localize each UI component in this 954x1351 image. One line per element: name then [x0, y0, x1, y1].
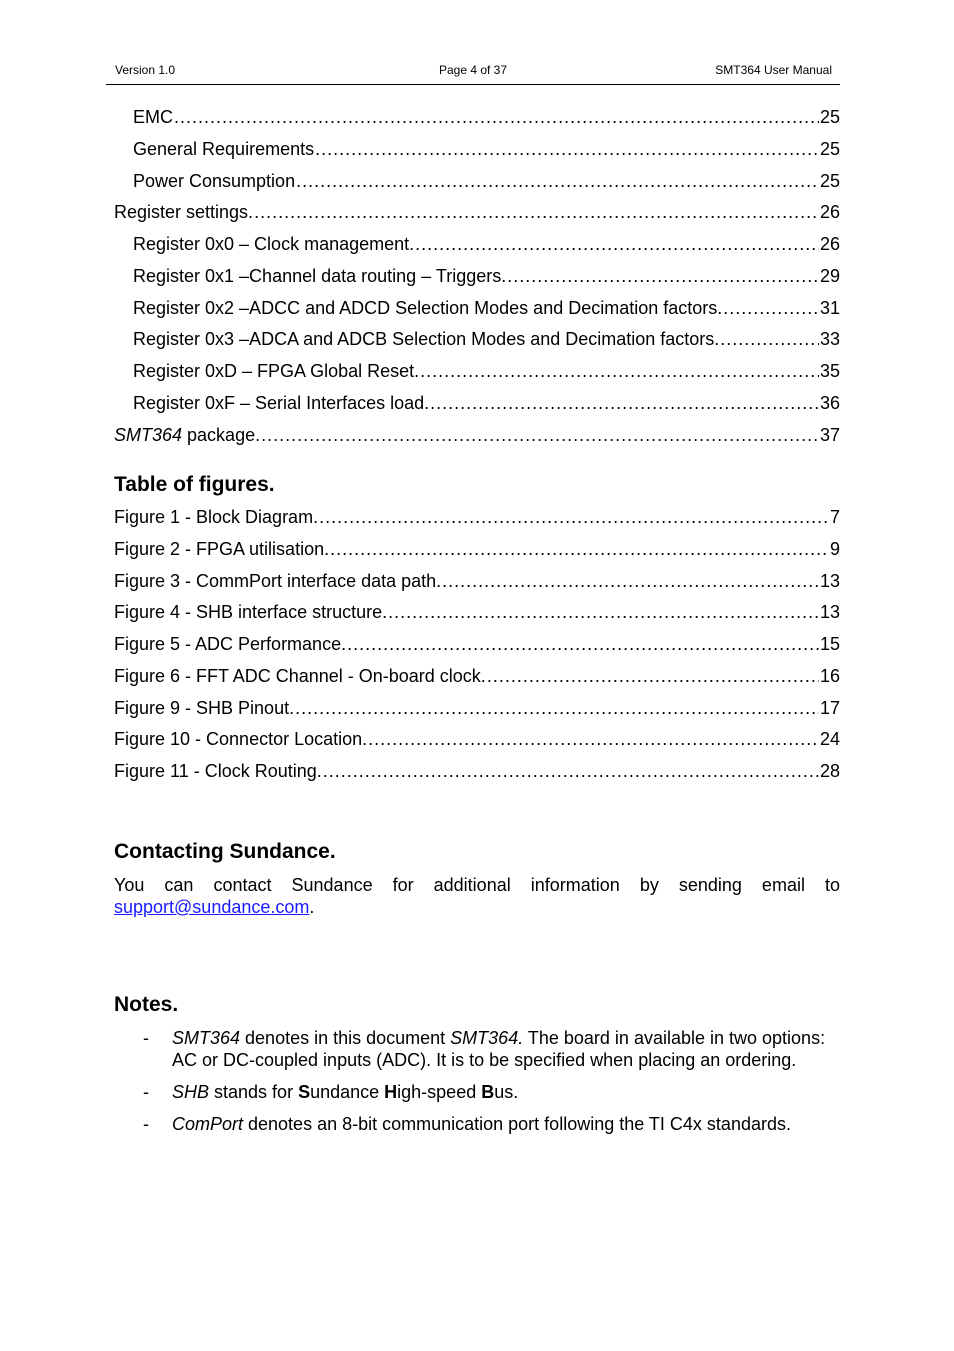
note-bold: H: [384, 1082, 398, 1102]
figure-entry[interactable]: [114, 760, 840, 792]
note-emphasis: SMT364: [172, 1028, 241, 1048]
contact-text: You can contact Sundance for additional information by sending email to: [114, 875, 840, 895]
note-bold: B: [481, 1082, 495, 1102]
toc-leader: [442, 570, 819, 592]
figure-entry-page: 17: [819, 697, 840, 718]
toc-leader: [174, 106, 819, 128]
toc-leader: [507, 265, 819, 287]
note-fragment: The board in available in two options: AC or DC-coupled inputs (ADC). It is to be specified when placing an ordering.: [172, 1028, 826, 1070]
toc-leader: [347, 633, 819, 655]
figure-entry-title: Figure 2 - FPGA utilisation.: [114, 538, 330, 559]
notes-list: [114, 1027, 840, 1145]
toc-entry-title: Register 0xD – FPGA Global Reset.: [133, 361, 420, 381]
toc-entry-title: Power Consumption: [133, 170, 296, 191]
toc-entry-page: 37: [819, 424, 840, 445]
toc-entry-page: 31: [819, 297, 840, 318]
toc-leader: [388, 601, 819, 623]
contact-email-line: [114, 896, 314, 918]
toc-entry[interactable]: [114, 265, 840, 297]
note-emphasis: SHB: [172, 1082, 210, 1102]
toc-entry-page: 25: [819, 138, 840, 159]
note-fragment: undance: [310, 1082, 385, 1102]
note-item: [114, 1027, 840, 1071]
toc-entry[interactable]: [114, 201, 840, 233]
toc-entry[interactable]: [114, 138, 840, 170]
toc-entry-title: Register settings.: [114, 202, 254, 223]
toc-entry-title: General Requirements: [133, 138, 315, 159]
note-item: [114, 1081, 840, 1103]
figure-entry-page: 15: [819, 634, 840, 654]
figures-heading: Table of figures.: [114, 473, 275, 496]
toc-leader: [330, 538, 829, 560]
table-of-figures: [114, 506, 840, 792]
figure-entry-page: 28: [819, 761, 840, 781]
toc-entry[interactable]: [114, 392, 840, 424]
figure-entry[interactable]: [114, 538, 840, 570]
version-label: Version 1.0: [115, 63, 176, 77]
toc-leader: [415, 233, 819, 255]
note-fragment: stands for: [209, 1082, 299, 1102]
toc-entry[interactable]: [114, 328, 840, 360]
toc-entry-page: 29: [819, 265, 840, 286]
toc-leader: [319, 506, 829, 528]
note-item: [114, 1113, 840, 1135]
toc-entry-title: Register 0xF – Serial Interfaces load.: [133, 392, 430, 413]
toc-leader: [254, 201, 819, 223]
toc-entry-page: 35: [819, 361, 840, 381]
figure-entry-page: 13: [819, 570, 840, 591]
notes-heading: Notes.: [114, 993, 179, 1016]
note-fragment: igh-speed: [397, 1082, 482, 1102]
toc-entry-title: EMC: [133, 107, 173, 127]
bullet-dash: -: [143, 1082, 149, 1102]
note-text: [172, 1027, 840, 1071]
toc-entry-title: Register 0x3 –ADCA and ADCB Selection Modes and Decimation factors.: [133, 329, 720, 350]
toc-entry-page: 25: [819, 107, 840, 127]
toc-leader: [315, 138, 819, 160]
toc-leader: [723, 297, 819, 319]
toc-entry[interactable]: [114, 297, 840, 329]
toc-leader: [430, 392, 819, 414]
toc-entry[interactable]: [114, 170, 840, 202]
contact-heading: Contacting Sundance.: [114, 840, 336, 863]
toc-entry-title-rest: package.: [182, 424, 261, 445]
manual-title: SMT364 User Manual: [715, 63, 832, 77]
note-bold: S: [298, 1082, 311, 1102]
toc-entry-title: Register 0x2 –ADCC and ADCD Selection Modes and Decimation factors.: [133, 297, 723, 318]
note-text: [172, 1081, 840, 1103]
figure-entry[interactable]: [114, 506, 840, 538]
figure-entry[interactable]: [114, 633, 840, 665]
toc-leader: [296, 170, 819, 192]
figure-entry-title: Figure 1 - Block Diagram.: [114, 507, 319, 527]
figure-entry-title: Figure 3 - CommPort interface data path.: [114, 570, 442, 591]
toc-entry-title: [114, 424, 260, 446]
figure-entry-title: Figure 4 - SHB interface structure.: [114, 602, 388, 623]
table-of-contents: [114, 106, 840, 455]
toc-leader: [420, 360, 819, 382]
note-fragment: denotes in this document: [240, 1028, 451, 1048]
toc-leader: [295, 697, 819, 719]
figure-entry-title: Figure 11 - Clock Routing.: [114, 761, 322, 781]
figure-entry-page: 9: [829, 538, 840, 559]
figure-entry-title: Figure 6 - FFT ADC Channel - On-board clock.: [114, 665, 486, 686]
toc-entry-page: 33: [819, 329, 840, 350]
figure-entry-page: 24: [819, 729, 840, 750]
bullet-dash: -: [143, 1028, 149, 1048]
page-number: Page 4 of 37: [438, 63, 508, 77]
figure-entry[interactable]: [114, 570, 840, 602]
toc-entry[interactable]: [114, 233, 840, 265]
note-fragment: us.: [494, 1082, 519, 1102]
toc-leader: [487, 665, 819, 687]
figure-entry-page: 16: [819, 665, 840, 686]
contact-period: .: [309, 897, 315, 917]
figure-entry-page: 7: [829, 507, 840, 527]
figure-entry-title: Figure 10 - Connector Location.: [114, 729, 368, 750]
figure-entry-title: Figure 5 - ADC Performance.: [114, 634, 347, 654]
toc-leader: [323, 760, 819, 782]
toc-entry-title: Register 0x0 – Clock management.: [133, 234, 415, 254]
toc-entry-package[interactable]: [114, 424, 840, 456]
figure-entry[interactable]: [114, 665, 840, 697]
toc-entry[interactable]: [114, 360, 840, 392]
toc-leader: [720, 328, 819, 350]
email-link[interactable]: support@sundance.com: [114, 897, 310, 917]
toc-entry-page: 26: [819, 202, 840, 223]
note-emphasis: SMT364.: [450, 1028, 524, 1048]
product-name: SMT364: [114, 424, 183, 445]
toc-entry[interactable]: [114, 106, 840, 138]
figure-entry[interactable]: [114, 601, 840, 633]
note-fragment: denotes an 8-bit communication port following the TI C4x standards.: [243, 1114, 791, 1134]
figure-entry[interactable]: [114, 728, 840, 760]
toc-leader: [261, 424, 819, 446]
bullet-dash: -: [143, 1114, 149, 1134]
toc-entry-page: 36: [819, 392, 840, 413]
toc-leader: [368, 728, 819, 750]
note-text: [172, 1113, 840, 1135]
figure-entry-title: Figure 9 - SHB Pinout.: [114, 697, 295, 718]
figure-entry-page: 13: [819, 602, 840, 623]
note-emphasis: ComPort: [172, 1114, 244, 1134]
toc-entry-page: 26: [819, 234, 840, 254]
toc-entry-title: Register 0x1 –Channel data routing – Triggers.: [133, 265, 507, 286]
toc-entry-page: 25: [819, 170, 840, 191]
figure-entry[interactable]: [114, 697, 840, 729]
page-header: [106, 62, 840, 85]
